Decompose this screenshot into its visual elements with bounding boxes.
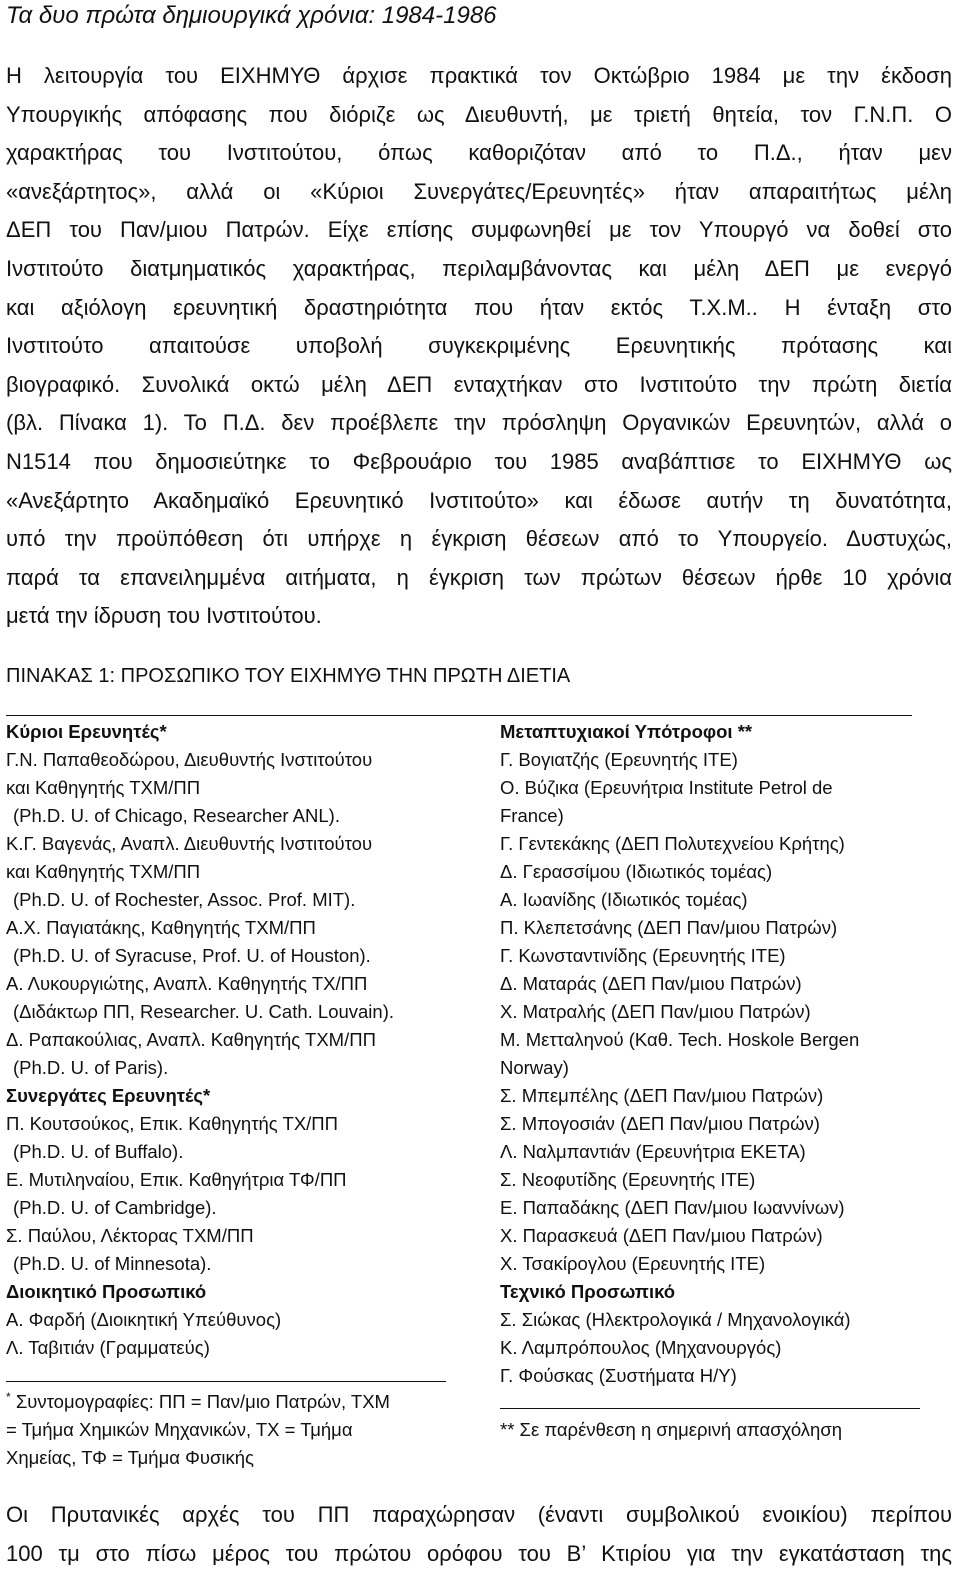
footnote-right-line: ** Σε παρένθεση η σημερινή απασχόληση	[500, 1419, 843, 1440]
table-entry: Δ. Ραπακούλιας, Αναπλ. Καθηγητής ΤΧΜ/ΠΠ	[6, 1029, 376, 1050]
table-entry: Γ. Κωνσταντινίδης (Ερευνητής ΙΤΕ)	[500, 945, 786, 966]
text-line: μετά την ίδρυση του Ινστιτούτου.	[6, 603, 322, 629]
table-entry: Σ. Παύλου, Λέκτορας ΤΧΜ/ΠΠ	[6, 1225, 254, 1246]
table-entry: Δ. Γερασσίμου (Ιδιωτικός τομέας)	[500, 861, 773, 882]
table-entry: Σ. Σιώκας (Ηλεκτρολογικά / Μηχανολογικά)	[500, 1309, 851, 1330]
table-section-header: Συνεργάτες Ερευνητές*	[6, 1085, 211, 1106]
footnote-left	[6, 1388, 486, 1472]
text-line: Ν1514 που δημοσιεύτηκε το Φεβρουάριο του 1985 αναβάπτισε το ΕΙΧΗΜΥΘ ως	[6, 448, 952, 474]
text-line: χαρακτήρας του Ινστιτούτου, όπως καθοριζόταν από το Π.Δ., ήταν μεν	[6, 140, 952, 166]
table-entry: Ο. Βύζικα (Ερευνήτρια Institute Petrol de	[500, 777, 833, 798]
text-line: παρά τα επανειλημμένα αιτήματα, η έγκριση των πρώτων θέσεων ήρθε 10 χρόνια	[6, 564, 952, 590]
table-section-header: Διοικητικό Προσωπικό	[6, 1281, 207, 1302]
text-line: Ινστιτούτο απαιτούσε υποβολή συγκεκριμένης Ερευνητικής πρότασης και	[6, 333, 952, 359]
table-entry: (Ph.D. U. of Minnesota).	[13, 1253, 212, 1274]
table-entry: (Διδάκτωρ ΠΠ, Researcher. U. Cath. Louvain).	[13, 1001, 395, 1022]
table-entry: Α. Φαρδή (Διοικητική Υπεύθυνος)	[6, 1309, 282, 1330]
table-entry: Α. Λυκουργιώτης, Αναπλ. Καθηγητής ΤΧ/ΠΠ	[6, 973, 368, 994]
table-entry: Ε. Μυτιληναίου, Επικ. Καθηγήτρια ΤΦ/ΠΠ	[6, 1169, 347, 1190]
table-entry: Δ. Ματαράς (ΔΕΠ Παν/μιου Πατρών)	[500, 973, 802, 994]
footnote-left-line-3: Χημείας, ΤΦ = Τμήμα Φυσικής	[6, 1447, 254, 1468]
table-top-rule	[6, 715, 912, 716]
table-entry: (Ph.D. U. of Chicago, Researcher ANL).	[13, 805, 340, 826]
body-paragraph	[6, 57, 952, 636]
table-section-header: Κύριοι Ερευνητές*	[6, 721, 167, 742]
text-line: υπό την προϋπόθεση ότι υπήρχε η έγκριση θέσεων από το Υπουργείο. Δυστυχώς,	[6, 526, 952, 552]
text-line: ΔΕΠ του Παν/μιου Πατρών. Είχε επίσης συμφωνηθεί με τον Υπουργό να δοθεί στο	[6, 217, 952, 243]
table-entry: Κ. Λαμπρόπουλος (Μηχανουργός)	[500, 1337, 782, 1358]
footnote-left-line-2: = Τμήμα Χημικών Μηχανικών, ΤΧ = Τμήμα	[6, 1419, 353, 1440]
footnote-right-rule	[500, 1408, 920, 1409]
bottom-paragraph	[6, 1496, 952, 1573]
footnote-left-line-1	[6, 1388, 486, 1416]
table-entry: Χ. Ματραλής (ΔΕΠ Παν/μιου Πατρών)	[500, 1001, 811, 1022]
text-line: (βλ. Πίνακα 1). Το Π.Δ. δεν προέβλεπε την πρόσληψη Οργανικών Ερευνητών, αλλά ο	[6, 410, 952, 436]
table-entry: Π. Κουτσούκος, Επικ. Καθηγητής ΤΧ/ΠΠ	[6, 1113, 339, 1134]
text-line: Οι Πρυτανικές αρχές του ΠΠ παραχώρησαν (έναντι συμβολικού ενοικίου) περίπου	[6, 1502, 952, 1527]
text-line: «Ανεξάρτητο Ακαδημαϊκό Ερευνητικό Ινστιτούτο» και έδωσε αυτήν τη δυνατότητα,	[6, 487, 952, 513]
table-entry: (Ph.D. U. of Buffalo).	[13, 1141, 184, 1162]
table-entry: Γ. Βογιατζής (Ερευνητής ΙΤΕ)	[500, 749, 738, 770]
text-line: Η λειτουργία του ΕΙΧΗΜΥΘ άρχισε πρακτικά τον Οκτώβριο 1984 με την έκδοση	[6, 63, 952, 88]
table-entry: Α.Χ. Παγιατάκης, Καθηγητής ΤΧΜ/ΠΠ	[6, 917, 316, 938]
text-line: βιογραφικό. Συνολικά οκτώ μέλη ΔΕΠ ενταχτήκαν στο Ινστιτούτο την πρώτη διετία	[6, 371, 952, 397]
table-entry: Π. Κλεπετσάνης (ΔΕΠ Παν/μιου Πατρών)	[500, 917, 838, 938]
table-entry: Κ.Γ. Βαγενάς, Αναπλ. Διευθυντής Ινστιτούτου	[6, 833, 373, 854]
table-entry: France)	[500, 805, 564, 826]
table-entry: Norway)	[500, 1057, 569, 1078]
table-entry: Λ. Ναλμπαντιάν (Ερευνήτρια ΕΚΕΤΑ)	[500, 1141, 806, 1162]
table-entry: και Καθηγητής ΤΧΜ/ΠΠ	[6, 777, 201, 798]
table-right-column	[500, 718, 940, 1390]
text-line: και αξιόλογη ερευνητική δραστηριότητα που ήταν εκτός Τ.Χ.Μ.. Η ένταξη στο	[6, 294, 952, 320]
table-title: ΠΙΝΑΚΑΣ 1: ΠΡΟΣΩΠΙΚΟ ΤΟΥ ΕΙΧΗΜΥΘ ΤΗΝ ΠΡΩΤΗ ΔΙΕΤΙΑ	[6, 665, 571, 687]
table-left-column	[6, 718, 486, 1362]
text-line: «ανεξάρτητος», αλλά οι «Κύριοι Συνεργάτες/Ερευνητές» ήταν απαραιτήτως μέλη	[6, 178, 952, 204]
table-entry: Χ. Τσακίρογλου (Ερευνητής ΙΤΕ)	[500, 1253, 766, 1274]
table-entry: Λ. Ταβιτιάν (Γραμματεύς)	[6, 1337, 210, 1358]
footnote-marker: *	[6, 1389, 11, 1404]
table-entry: Γ. Φούσκας (Συστήματα Η/Υ)	[500, 1365, 737, 1386]
table-entry: Σ. Μπεμπέλης (ΔΕΠ Παν/μιου Πατρών)	[500, 1085, 824, 1106]
table-entry: (Ph.D. U. of Syracuse, Prof. U. of Houston).	[13, 945, 371, 966]
table-entry: (Ph.D. U. of Rochester, Assoc. Prof. MIT).	[13, 889, 356, 910]
table-entry: Σ. Νεοφυτίδης (Ερευνητής ΙΤΕ)	[500, 1169, 756, 1190]
text-line: Υπουργικής απόφασης που διόριζε ως Διευθυντή, με τριετή θητεία, τον Γ.Ν.Π. Ο	[6, 101, 952, 127]
footnote-left-rule	[6, 1381, 446, 1382]
table-entry: Ε. Παπαδάκης (ΔΕΠ Παν/μιου Ιωαννίνων)	[500, 1197, 845, 1218]
table-entry: Μ. Μετταληνού (Καθ. Tech. Hoskole Bergen	[500, 1029, 860, 1050]
text-line: Ινστιτούτο διατμηματικός χαρακτήρας, περιλαμβάνοντας και μέλη ΔΕΠ με ενεργό	[6, 255, 952, 281]
table-entry: Σ. Μπογοσιάν (ΔΕΠ Παν/μιου Πατρών)	[500, 1113, 820, 1134]
table-entry: Χ. Παρασκευά (ΔΕΠ Παν/μιου Πατρών)	[500, 1225, 823, 1246]
table-entry: Α. Ιωανίδης (Ιδιωτικός τομέας)	[500, 889, 748, 910]
footnote-left-text-1: Συντομογραφίες: ΠΠ = Παν/μιο Πατρών, ΤΧΜ	[15, 1391, 390, 1412]
footnote-right	[500, 1416, 940, 1444]
table-entry: (Ph.D. U. of Cambridge).	[13, 1197, 217, 1218]
table-entry: (Ph.D. U. of Paris).	[13, 1057, 169, 1078]
table-entry: Γ.Ν. Παπαθεοδώρου, Διευθυντής Ινστιτούτου	[6, 749, 373, 770]
table-section-header: Τεχνικό Προσωπικό	[500, 1281, 676, 1302]
table-entry: και Καθηγητής ΤΧΜ/ΠΠ	[6, 861, 201, 882]
table-section-header: Μεταπτυχιακοί Υπότροφοι **	[500, 721, 753, 742]
text-line: 100 τμ στο πίσω μέρος του πρώτου ορόφου του Β’ Κτιρίου για την εγκατάσταση της	[6, 1540, 952, 1566]
section-heading: Τα δυο πρώτα δημιουργικά χρόνια: 1984-1986	[6, 2, 497, 29]
table-entry: Γ. Γεντεκάκης (ΔΕΠ Πολυτεχνείου Κρήτης)	[500, 833, 845, 854]
